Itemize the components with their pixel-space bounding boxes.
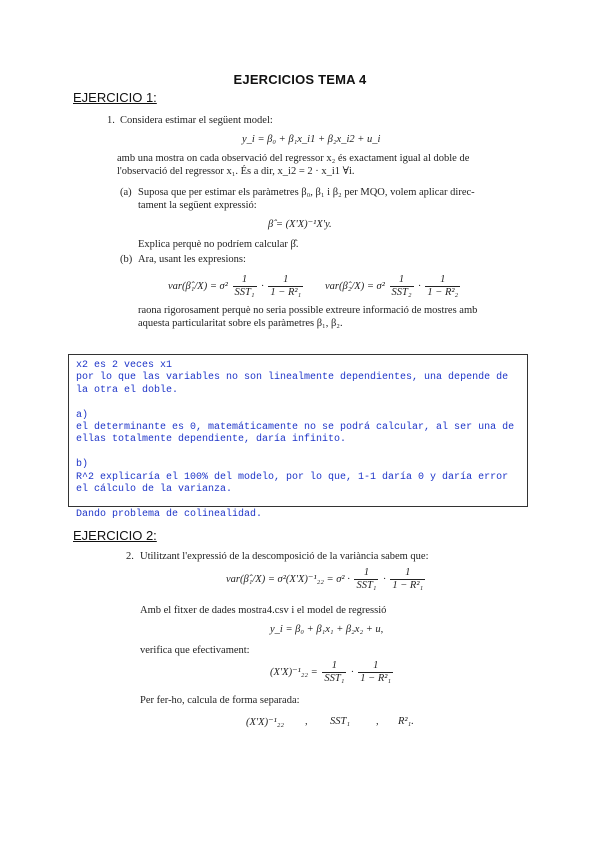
ex1-item-number: 1. — [107, 115, 115, 126]
ex2-comma: , — [305, 716, 308, 727]
ex1-b-line3: aquesta particularitat sobre els paràmetres β₁, β₂. — [138, 318, 343, 329]
ex1-a-line3: Explica perquè no podríem calcular β̂. — [138, 239, 299, 250]
ex1-b-line1: Ara, usant les expresions: — [138, 254, 246, 265]
ex1-b-line2: raona rigorosament perquè no seria possible extreure informació de mostres amb — [138, 305, 478, 316]
ex2-text-line1: Amb el fitxer de dades mostra4.csv i el model de regressió — [140, 605, 387, 616]
answer-line: por lo que las variables no son linealmente dependientes, una depende de la otra el doble. — [76, 372, 515, 396]
page-title: EJERCICIOS TEMA 4 — [233, 72, 367, 87]
ex1-a-line1: Suposa que per estimar els paràmetres β₀, β₁ i β₂ per MQO, volem aplicar direc- — [138, 187, 475, 198]
ex2-intro: Utilitzant l'expressió de la descomposició de la variància sabem que: — [140, 551, 429, 562]
exercise-1-heading: EJERCICIO 1: — [73, 90, 157, 105]
ex2-formula-2: (X'X)⁻¹₂₂ = $\frac{1}{\text{SST₁}}$ · $\frac{1}{\text{1 − R²₁}}$ — [270, 660, 392, 684]
ex1-a-formula: β̂ = (X'X)⁻¹X'y. — [268, 219, 332, 230]
ex1-text-line1: amb una mostra on cada observació del regressor x₂ és exactament igual al doble de — [117, 153, 470, 164]
ex2-formula-1: var(β̂₁/X) = σ²(X'X)⁻¹₂₂ = σ² · $\frac{1}{\text{SST₁}}$ · $\frac{1}{\text{1 − R²₁}}$ — [226, 567, 424, 591]
answer-line: R^2 explicaría el 100% del modelo, por lo que, 1-1 daría 0 y daría error el cálculo de la varianza. — [76, 471, 515, 496]
ex2-term-r2: R²₁. — [398, 716, 414, 727]
ex1-model: y_i = β₀ + β₁x_i1 + β₂x_i2 + u_i — [242, 134, 381, 145]
ex2-text-line3: Per fer-ho, calcula de forma separada: — [140, 695, 300, 706]
ex1-b-variance-1: var(β̂₁/X) = σ² $\frac{1}{\text{SST₁}}$ · $\frac{1}{\text{1 − R²₁}}$ — [168, 274, 302, 298]
ex2-term-sst: SST₁ — [330, 716, 350, 727]
ex2-item-number: 2. — [126, 551, 134, 562]
answer-line: Dando problema de colinealidad. — [76, 508, 263, 520]
ex2-text-line2: verifica que efectivament: — [140, 645, 250, 656]
ex1-b-variance-2: var(β̂₂/X) = σ² $\frac{1}{\text{SST₂}}$ · $\frac{1}{\text{1 − R²₂}}$ — [325, 274, 459, 298]
answer-box — [68, 354, 528, 520]
ex1-intro: Considera estimar el següent model: — [120, 115, 273, 126]
exercise-2-heading: EJERCICIO 2: — [73, 528, 157, 543]
ex1-text-line2: l'observació del regressor x₁. És a dir, x_i2 = 2 · x_i1 ∀i. — [117, 166, 355, 177]
ex2-term-xx: (X'X)⁻¹₂₂ — [246, 717, 285, 728]
answer-line: b) — [76, 459, 89, 471]
answer-line: a) — [76, 409, 89, 421]
ex1-a-label: (a) — [120, 187, 132, 198]
answer-line: el determinante es 0, matemáticamente no se podrá calcular, al ser una de ellas totalmente dependiente, daría infinito. — [76, 422, 521, 446]
answer-line: x2 es 2 veces x1 — [76, 360, 173, 371]
ex1-a-line2: tament la següent expressió: — [138, 200, 257, 211]
ex2-comma: , — [376, 716, 379, 727]
ex2-model: y_i = β₀ + β₁x₁ + β₂x₂ + u, — [270, 624, 384, 635]
ex1-b-label: (b) — [120, 254, 133, 265]
